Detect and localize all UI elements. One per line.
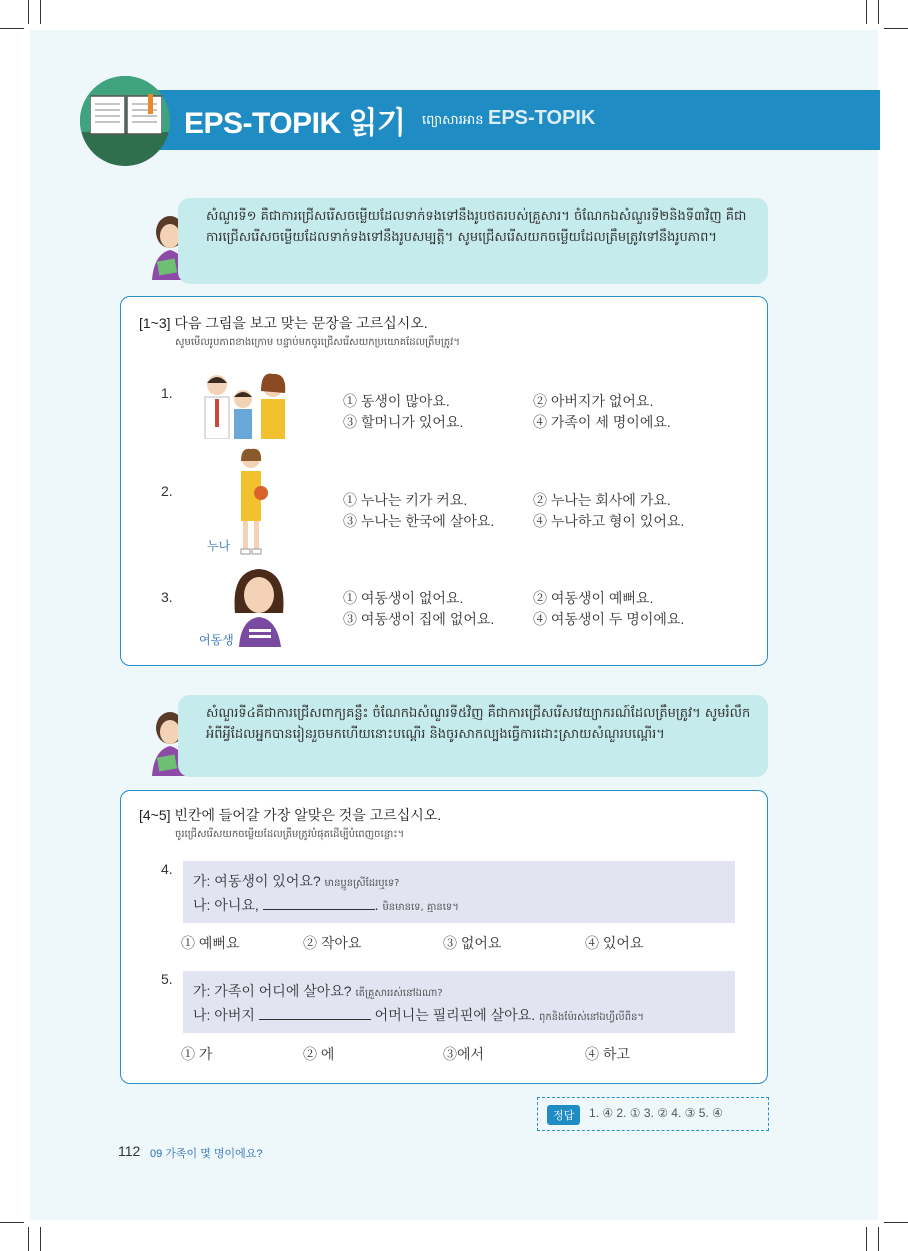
option-3[interactable]: ③에서: [443, 1046, 485, 1062]
picture-label: 여동생: [199, 633, 234, 647]
page-subtitle-english: EPS-TOPIK: [488, 107, 596, 129]
option-1[interactable]: ① 동생이 많아요.: [343, 393, 450, 409]
option-3[interactable]: ③ 여동생이 집에 없어요.: [343, 611, 495, 627]
option-1[interactable]: ① 여동생이 없어요.: [343, 590, 464, 606]
question-box-4-5: [120, 790, 768, 1084]
instruction-note: សំណួរទី៤គឺជាការជ្រើសពាក្យគន្លឹះ ចំណែកឯសំណួរទី៥វិញ គឺជាការជ្រើសរើសវេយ្យាករណ៍ដែលត្រឹមត្រូវ។ សូមរំលឹកអំពីអ្វីដែលអ្នកបានរៀនរួចមកហើយនោះបណ្តើរ និងចូរសាកល្បងធ្វើការដោះស្រាយសំណួរបណ្តើរ។: [178, 695, 768, 777]
younger-sister-illustration: [229, 563, 289, 647]
section-subtitle: សូមមើលរូបភាពខាងក្រោម បន្ទាប់មកចូរជ្រើសរើសយកប្រយោគដែលត្រឹមត្រូវ។: [175, 337, 460, 348]
older-sister-illustration: [229, 447, 273, 557]
crop-mark: [0, 28, 24, 29]
crop-mark: [866, 1227, 867, 1251]
header-badge: [80, 76, 170, 166]
answer-blank: [259, 1009, 371, 1020]
option-1[interactable]: ① 가: [181, 1046, 213, 1062]
option-4[interactable]: ④ 하고: [585, 1046, 630, 1062]
chapter-title: 09 가족이 몇 명이에요?: [150, 1148, 263, 1160]
option-4[interactable]: ④ 여동생이 두 명이에요.: [533, 611, 685, 627]
dialogue-box: [183, 971, 735, 1033]
page-title: EPS-TOPIK 읽기: [184, 107, 406, 140]
crop-mark: [878, 0, 879, 24]
dialogue-line-a: 가: 가족이 어디에 살아요? តើគ្រួសាររស់នៅឯណា?: [193, 983, 443, 999]
option-3[interactable]: ③ 할머니가 있어요.: [343, 414, 464, 430]
section-subtitle: ចូរជ្រើសរើសយកចម្លើយដែលត្រឹមត្រូវបំផុតដើម្បីបំពេញចន្លោះ។: [175, 829, 405, 840]
option-2[interactable]: ② 누나는 회사에 가요.: [533, 492, 671, 508]
question-number: 2.: [161, 483, 173, 499]
crop-mark: [866, 0, 867, 24]
answer-key: [537, 1097, 769, 1131]
crop-mark: [884, 1222, 908, 1223]
option-2[interactable]: ② 여동생이 예뻐요.: [533, 590, 654, 606]
question-number: 5.: [161, 971, 173, 987]
option-2[interactable]: ② 아버지가 없어요.: [533, 393, 654, 409]
crop-mark: [878, 1227, 879, 1251]
option-4[interactable]: ④ 있어요: [585, 935, 644, 951]
crop-mark: [884, 28, 908, 29]
crop-mark: [28, 1227, 29, 1251]
answer-badge: 정답: [547, 1105, 580, 1125]
dialogue-box: [183, 861, 735, 923]
question-box-1-3: [120, 296, 768, 666]
crop-mark: [40, 1227, 41, 1251]
section-title: [1~3] 다음 그림을 보고 맞는 문장을 고르십시오.: [139, 315, 428, 331]
dialogue-line-b: 나: 아버지 어머니는 필리핀에 살아요. ពុកនិងម៉ែរស់នៅឯហ្វីលីពីន។: [193, 1007, 644, 1023]
option-1[interactable]: ① 예뻐요: [181, 935, 240, 951]
answer-list: 1. ④ 2. ① 3. ② 4. ③ 5. ④: [589, 1106, 723, 1120]
picture-label: 누나: [207, 539, 231, 553]
option-1[interactable]: ① 누나는 키가 커요.: [343, 492, 468, 508]
crop-mark: [40, 0, 41, 24]
option-2[interactable]: ② 에: [303, 1046, 335, 1062]
option-4[interactable]: ④ 누나하고 형이 있어요.: [533, 513, 685, 529]
dialogue-line-b: 나: 아니요, . មិនមានទេ, គ្មានទេ។: [193, 897, 459, 913]
question-number: 1.: [161, 385, 173, 401]
option-3[interactable]: ③ 누나는 한국에 살아요.: [343, 513, 495, 529]
dialogue-line-a: 가: 여동생이 있어요? មានប្អូនស្រីដែរឬទេ?: [193, 873, 400, 889]
crop-mark: [0, 1222, 24, 1223]
question-number: 4.: [161, 861, 173, 877]
crop-mark: [28, 0, 29, 24]
option-2[interactable]: ② 작아요: [303, 935, 362, 951]
page-number: 112: [118, 1143, 141, 1159]
option-3[interactable]: ③ 없어요: [443, 935, 502, 951]
page-subtitle-khmer: ព្យោសារអាន: [422, 113, 484, 128]
family-illustration: [197, 371, 293, 439]
answer-blank: [263, 899, 375, 910]
section-title: [4~5] 빈칸에 들어갈 가장 알맞은 것을 고르십시오.: [139, 807, 442, 823]
open-book-icon: [90, 94, 162, 136]
question-number: 3.: [161, 589, 173, 605]
option-4[interactable]: ④ 가족이 세 명이에요.: [533, 414, 671, 430]
instruction-note: សំណួរទី១ គឺជាការជ្រើសរើសចម្លើយដែលទាក់ទងទៅនឹងរូបថតរបស់គ្រួសារ។ ចំណែកឯសំណួរទី២និងទី៣វិញ គឺជាការជ្រើសរើសចម្លើយដែលទាក់ទងទៅនឹងរូបសម្បត្តិ។ សូមជ្រើសរើសយកចម្លើយដែលត្រឹមត្រូវទៅនឹងរូបភាព។: [178, 198, 768, 284]
